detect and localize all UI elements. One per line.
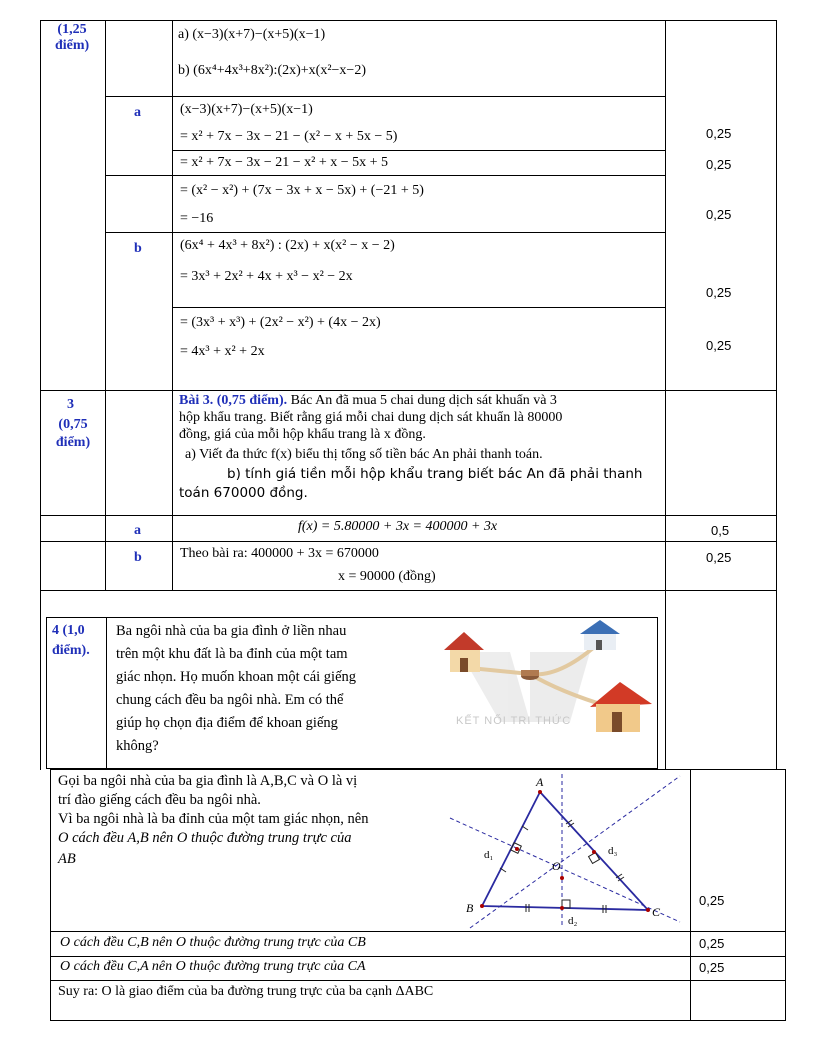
q4-s2: trí đào giếng cách đều ba ngôi nhà.: [58, 792, 261, 808]
q3-text-6: toán 670000 đồng.: [179, 485, 308, 501]
q4-points: 4 (1,0 điểm).: [52, 623, 90, 658]
label-A: A: [536, 775, 544, 789]
q2-b-line2: = 3x³ + 2x² + 4x + x³ − x² − 2x: [180, 269, 353, 284]
q3-text-4: a) Viết đa thức f(x) biểu thị tổng số tiền bác An phải thanh toán.: [185, 447, 543, 462]
houses-illustration: [420, 612, 656, 764]
q4-s4: O cách đều A,B nên O thuộc đường trung trực của: [58, 830, 352, 846]
q4-row-conclusion: Suy ra: O là giao điểm của ba đường trung trực của ba cạnh ΔABC: [58, 984, 434, 999]
label-d3: d₃: [608, 845, 618, 857]
house-left-icon: [444, 632, 484, 672]
q2-a-line4: = (x² − x²) + (7x − 3x + x − 5x) + (−21 + 5): [180, 183, 424, 198]
q2-b-line1: (6x⁴ + 4x³ + 8x²) : (2x) + x(x² − x − 2): [180, 238, 395, 253]
q3-score-b: 0,25: [706, 550, 732, 565]
q4-score-1: 0,25: [699, 893, 725, 908]
q2-a-line3: = x² + 7x − 3x − 21 − x² + x − 5x + 5: [180, 155, 389, 170]
q4-p2: trên một khu đất là ba đỉnh của một tam: [116, 646, 348, 662]
label-d1: d₁: [484, 849, 494, 861]
q3-part-b-label: b: [134, 550, 142, 565]
q4-p4: chung cách đều ba ngôi nhà. Em có thể: [116, 692, 344, 708]
q4-score-3: 0,25: [699, 960, 725, 975]
q2-score-1: 0,25: [706, 126, 732, 141]
q4-s5: AB: [58, 851, 76, 867]
q2-score-5: 0,25: [706, 338, 732, 353]
q4-row-ca: O cách đều C,A nên O thuộc đường trung trực của CA: [60, 959, 366, 974]
label-d2: d₂: [568, 915, 578, 927]
q4-row-cb: O cách đều C,B nên O thuộc đường trung trực của CB: [60, 935, 366, 950]
q3-answer-a: f(x) = 5.80000 + 3x = 400000 + 3x: [298, 519, 498, 534]
q2-a-line5: = −16: [180, 211, 214, 226]
q4-p3: giác nhọn. Họ muốn khoan một cái giếng: [116, 669, 357, 685]
q4-solution: [58, 772, 368, 869]
q2-part-a-label: a: [134, 105, 141, 120]
label-O: O: [552, 859, 561, 873]
well-icon: [521, 670, 539, 680]
q3-text-5: b) tính giá tiền mỗi hộp khẩu trang biết bác An đã phải thanh: [227, 466, 643, 482]
watermark-text: KẾT NỐI TRI THỨC: [456, 715, 572, 727]
q2-task-a: a) (x−3)(x+7)−(x+5)(x−1): [178, 27, 326, 42]
q2-b-line4: = 4x³ + x² + 2x: [180, 344, 265, 359]
q2-score-3: 0,25: [706, 207, 732, 222]
q3-part-a-label: a: [134, 523, 141, 538]
q3-answer-b2: x = 90000 (đồng): [338, 569, 436, 584]
q3-points: (0,75 điểm): [55, 417, 91, 450]
q2-score-4: 0,25: [706, 285, 732, 300]
q4-s3: Vì ba ngôi nhà là ba đỉnh của một tam giác nhọn, nên: [58, 811, 369, 827]
q4-s1: Gọi ba ngôi nhà của ba gia đình là A,B,C và O là vị: [58, 773, 358, 789]
q4-p1: Ba ngôi nhà của ba gia đình ở liền nhau: [116, 623, 347, 639]
q3-number: 3: [67, 397, 74, 412]
q2-a-line1: (x−3)(x+7)−(x+5)(x−1): [180, 102, 313, 117]
q2-label: (1,25 điểm): [55, 22, 90, 53]
q3-score-a: 0,5: [711, 523, 730, 538]
q4-p6: không?: [116, 738, 159, 754]
house-top-right-icon: [580, 620, 620, 650]
q4-problem: [116, 620, 356, 758]
q3-text-1: Bác An đã mua 5 chai dung dịch sát khuẩn và 3: [287, 393, 557, 408]
q2-b-line3: = (3x³ + x³) + (2x² − x²) + (4x − 2x): [180, 315, 381, 330]
q2-task-b: b) (6x⁴+4x³+8x²):(2x)+x(x²−x−2): [178, 63, 366, 78]
q3-text-2: hộp khẩu trang. Biết rằng giá mỗi chai dung dịch sát khuẩn là 80000: [179, 410, 563, 425]
triangle-figure: [440, 770, 688, 930]
q4-p5: giúp họ chọn địa điểm để khoan giếng: [116, 715, 338, 731]
label-C: C: [652, 905, 661, 919]
q2-a-line2: = x² + 7x − 3x − 21 − (x² − x + 5x − 5): [180, 129, 398, 144]
q2-part-b-label: b: [134, 241, 142, 256]
q3-problem: [179, 392, 661, 502]
q3-title: Bài 3. (0,75 điểm).: [179, 393, 288, 408]
q3-answer-b1: Theo bài ra: 400000 + 3x = 670000: [180, 546, 379, 561]
label-B: B: [466, 901, 474, 915]
q2-score-2: 0,25: [706, 157, 732, 172]
q4-score-2: 0,25: [699, 936, 725, 951]
house-bottom-right-icon: [590, 682, 652, 732]
q3-text-3: đồng, giá của mỗi hộp khẩu trang là x đồng.: [179, 427, 426, 442]
